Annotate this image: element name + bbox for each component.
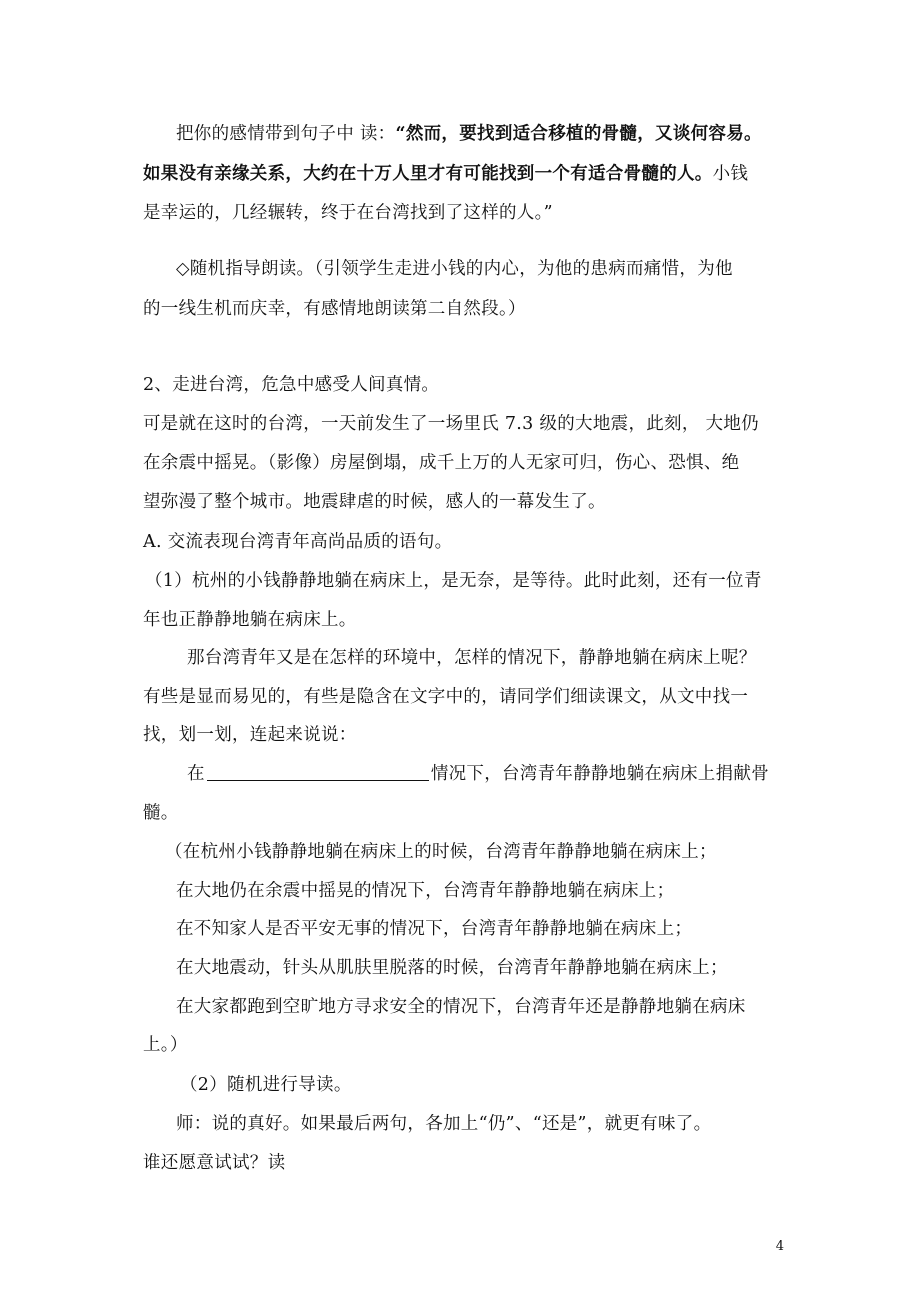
quote-bold-text: “然而，要找到适合移植的骨髓，又谈何容易。	[395, 124, 762, 144]
question-line-3: 找，划一划，连起来说说：	[143, 725, 357, 745]
section-heading: 2、走进台湾，危急中感受人间真情。	[143, 375, 440, 395]
question-line-2: 有些是显而易见的，有些是隐含在文字中的，请同学们细读课文，从文中找一	[143, 687, 749, 707]
intro-text: 把你的感情带到句子中 读：	[176, 124, 396, 144]
earthquake-line-3: 望弥漫了整个城市。地震肆虐的时候，感人的一幕发生了。	[143, 492, 606, 512]
answer-line-6: 上。）	[143, 1035, 188, 1055]
quote-rest-text: 小钱	[712, 164, 749, 184]
fill-blank[interactable]	[207, 762, 429, 781]
paragraph-intro-line	[176, 122, 762, 146]
point-2-line: （2）随机进行导读。	[180, 1075, 352, 1095]
answer-line-2: 在大地仍在余震中摇晃的情况下，台湾青年静静地躺在病床上；	[176, 881, 675, 901]
fill-in-line	[187, 762, 769, 786]
answer-line-4: 在大地震动，针头从肌肤里脱落的时候，台湾青年静静地躺在病床上；	[176, 958, 728, 978]
answer-line-5: 在大家都跑到空旷地方寻求安全的情况下，台湾青年还是静静地躺在病床	[176, 997, 746, 1017]
paragraph-quote-end: 是幸运的，几经辗转，终于在台湾找到了这样的人。”	[143, 203, 553, 223]
quote-bold-text-2: 如果没有亲缘关系，大约在十万人里才有可能找到一个有适合骨髓的人。	[143, 164, 713, 184]
earthquake-line-2: 在余震中摇晃。（影像）房屋倒塌，成千上万的人无家可归，伤心、恐惧、绝	[143, 453, 740, 473]
fill-prefix: 在	[187, 764, 205, 784]
fill-suffix: 情况下，台湾青年静静地躺在病床上捐献骨	[430, 764, 770, 784]
paragraph-quote-line	[143, 162, 748, 186]
section-a-label: A. 交流表现台湾青年高尚品质的语句。	[143, 532, 453, 552]
page-number: 4	[775, 1239, 784, 1254]
guide-reading-line-2: 的一线生机而庆幸，有感情地朗读第二自然段。）	[143, 299, 526, 319]
earthquake-line-1: 可是就在这时的台湾，一天前发生了一场里氏 7.3 级的大地震，此刻， 大地仍	[143, 414, 759, 434]
teacher-line-1: 师：说的真好。如果最后两句，各加上“仍”、“还是”，就更有味了。	[176, 1114, 712, 1134]
point-1-line-1: （1）杭州的小钱静静地躺在病床上，是无奈，是等待。此时此刻，还有一位青	[145, 571, 762, 591]
teacher-line-2: 谁还愿意试试？读	[143, 1153, 286, 1173]
answer-line-3: 在不知家人是否平安无事的情况下，台湾青年静静地躺在病床上；	[176, 919, 693, 939]
answer-line-1: （在杭州小钱静静地躺在病床上的时候，台湾青年静静地躺在病床上；	[165, 842, 717, 862]
guide-reading-line-1: ◇随机指导朗读。（引领学生走进小钱的内心，为他的患病而痛惜，为他	[176, 259, 733, 279]
point-1-line-2: 年也正静静地躺在病床上。	[143, 610, 357, 630]
fill-in-line-2: 髓。	[143, 803, 179, 823]
question-line-1: 那台湾青年又是在怎样的环境中，怎样的情况下，静静地躺在病床上呢？	[187, 648, 757, 668]
